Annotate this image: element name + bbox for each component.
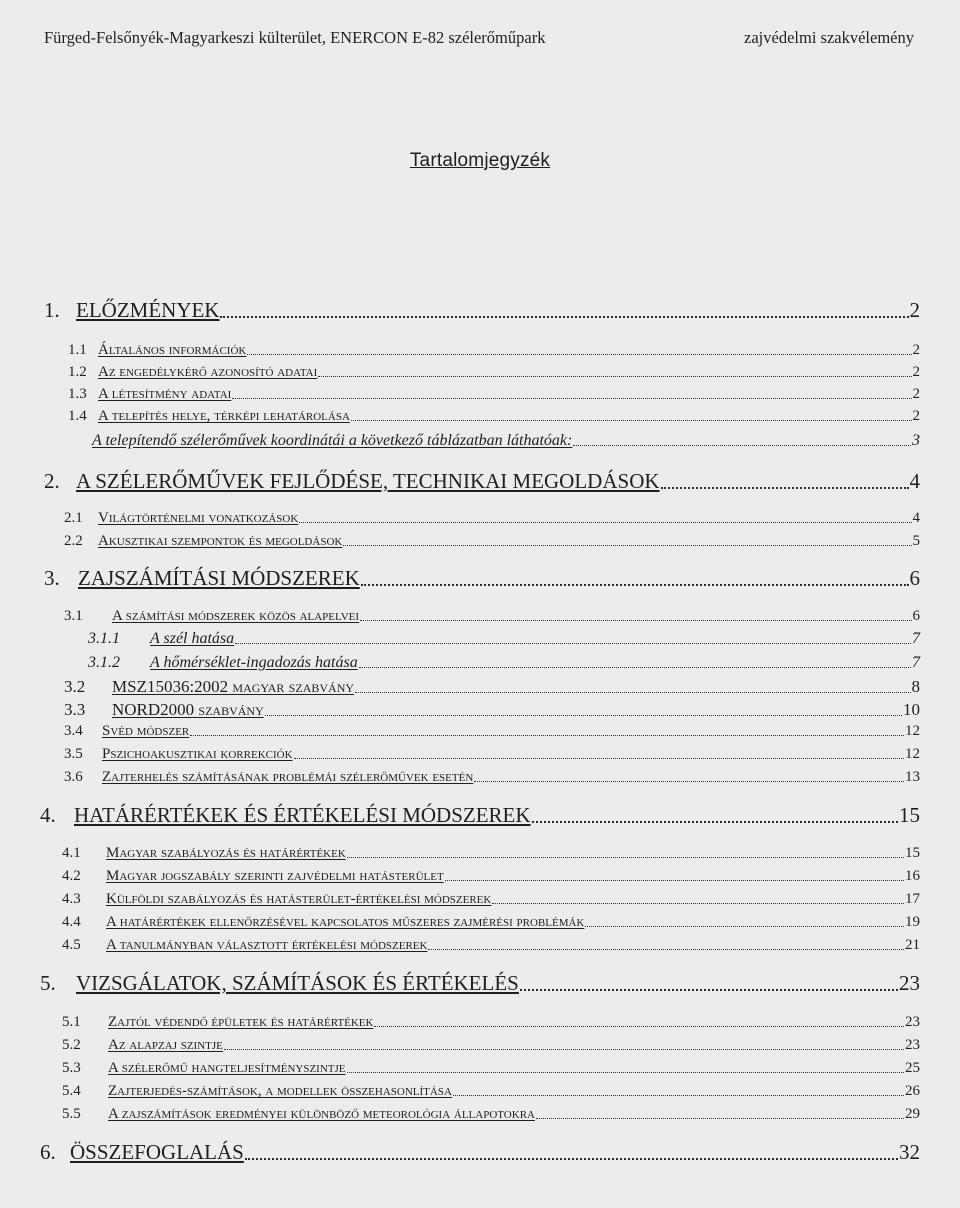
toc-leader	[351, 419, 912, 421]
toc-entry-text: HATÁRÉRTÉKEK ÉS ÉRTÉKELÉSI MÓDSZEREK	[74, 803, 531, 827]
toc-leader	[445, 879, 904, 881]
toc-entry-page: 12	[905, 723, 920, 739]
toc-entry-page: 4	[909, 469, 920, 493]
toc-entry-text: Világtörténelmi vonatkozások	[98, 510, 299, 526]
page-header	[44, 28, 914, 48]
toc-entry-text: Az engedélykérő azonosító adatai	[98, 364, 318, 380]
toc-entry-text: Az alapzaj szintje	[108, 1037, 223, 1053]
toc-entry[interactable]	[88, 654, 920, 672]
toc-entry[interactable]	[40, 1140, 920, 1165]
toc-leader	[235, 642, 911, 644]
toc-entry-page: 32	[899, 1140, 920, 1164]
toc-entry-number: 2.2	[64, 533, 83, 549]
toc-leader	[661, 486, 909, 489]
toc-entry-text: NORD2000 szabvány	[112, 700, 264, 719]
toc-entry-page: 15	[899, 803, 920, 827]
toc-entry[interactable]	[44, 566, 920, 591]
toc-entry-text: Magyar jogszabály szerinti zajvédelmi hatásterület	[106, 868, 444, 884]
toc-entry-page: 15	[905, 845, 920, 861]
toc-entry-number: 5.4	[62, 1083, 81, 1099]
toc-leader	[190, 734, 904, 736]
toc-entry[interactable]	[68, 342, 920, 359]
toc-leader	[520, 988, 898, 991]
toc-entry[interactable]	[62, 1037, 920, 1054]
toc-entry[interactable]	[92, 432, 920, 450]
toc-entry-number: 5.1	[62, 1014, 81, 1030]
toc-entry[interactable]	[62, 937, 920, 954]
toc-entry-number: 3.1.2	[88, 654, 120, 671]
toc-leader	[347, 1071, 905, 1073]
toc-entry-text: A létesítmény adatai	[98, 386, 232, 402]
toc-entry[interactable]	[68, 408, 920, 425]
toc-entry[interactable]	[88, 630, 920, 648]
toc-leader	[294, 757, 904, 759]
toc-entry-text: Zajterhelés számításának problémái szélerőművek esetén	[102, 769, 474, 785]
toc-entry-number: 1.3	[68, 386, 87, 402]
toc-entry-page: 7	[912, 630, 920, 647]
toc-entry-text: A telepítendő szélerőművek koordinátái a következő táblázatban láthatóak:	[92, 432, 573, 449]
toc-entry-text: Pszichoakusztikai korrekciók	[102, 746, 293, 762]
toc-leader	[232, 397, 911, 399]
toc-entry-number: 1.2	[68, 364, 87, 380]
toc-entry-number: 5.2	[62, 1037, 81, 1053]
toc-entry-text: ZAJSZÁMÍTÁSI MÓDSZEREK	[78, 566, 360, 590]
toc-entry[interactable]	[64, 769, 920, 786]
toc-entry-number: 4.2	[62, 868, 81, 884]
toc-entry-page: 2	[912, 364, 920, 380]
toc-entry-page: 26	[905, 1083, 920, 1099]
toc-entry-number: 3.	[44, 566, 60, 590]
toc-entry[interactable]	[64, 608, 920, 625]
toc-entry-page: 8	[911, 677, 920, 696]
toc-entry-number: 4.5	[62, 937, 81, 953]
toc-entry-text: A zajszámítások eredményei különböző meteorológia állapotokra	[108, 1106, 535, 1122]
toc-entry-text: ELŐZMÉNYEK	[76, 298, 220, 322]
toc-entry[interactable]	[64, 510, 920, 527]
toc-entry-number: 3.2	[64, 677, 86, 696]
toc-leader	[224, 1048, 904, 1050]
toc-entry[interactable]	[64, 723, 920, 740]
toc-entry[interactable]	[62, 891, 920, 908]
toc-entry-number: 4.3	[62, 891, 81, 907]
header-left: Fürged-Felsőnyék-Magyarkeszi külterület, ENERCON E-82 szélerőműpark	[44, 28, 546, 47]
toc-entry-page: 6	[909, 566, 920, 590]
toc-entry[interactable]	[62, 1106, 920, 1123]
toc-entry-number: 3.6	[64, 769, 83, 785]
toc-entry-text: A szélerőmű hangteljesítményszintje	[108, 1060, 346, 1076]
toc-entry[interactable]	[62, 868, 920, 885]
toc-leader	[453, 1094, 904, 1096]
toc-entry[interactable]	[64, 533, 920, 550]
toc-entry[interactable]	[64, 677, 920, 697]
toc-entry-text: Svéd módszer	[102, 723, 190, 739]
toc-entry-text: A számítási módszerek közös alapelvei	[112, 608, 360, 624]
toc-entry-text: A telepítés helye, térképi lehatárolása	[98, 408, 350, 424]
toc-entry-text: VIZSGÁLATOK, SZÁMÍTÁSOK ÉS ÉRTÉKELÉS	[76, 971, 519, 995]
toc-entry-page: 25	[905, 1060, 920, 1076]
toc-entry-number: 3.1.1	[88, 630, 120, 647]
toc-entry-number: 6.	[40, 1140, 56, 1164]
toc-entry-text: Zajtól védendő épületek és határértékek	[108, 1014, 374, 1030]
toc-entry-page: 6	[912, 608, 920, 624]
toc-entry-number: 4.1	[62, 845, 81, 861]
toc-entry-page: 23	[905, 1014, 920, 1030]
toc-leader	[361, 583, 909, 586]
toc-entry-text: A határértékek ellenőrzésével kapcsolatos műszeres zajmérési problémák	[106, 914, 585, 930]
toc-entry-text: ÖSSZEFOGLALÁS	[70, 1140, 244, 1164]
toc-entry[interactable]	[68, 386, 920, 403]
toc-entry-number: 5.5	[62, 1106, 81, 1122]
toc-entry-page: 23	[905, 1037, 920, 1053]
toc-entry[interactable]	[44, 469, 920, 494]
toc-entry[interactable]	[62, 914, 920, 931]
toc-entry-number: 2.	[44, 469, 60, 493]
toc-entry-page: 17	[905, 891, 920, 907]
toc-leader	[245, 1157, 898, 1160]
toc-leader	[428, 948, 904, 950]
toc-leader	[347, 856, 904, 858]
toc-entry-page: 5	[912, 533, 920, 549]
toc-entry[interactable]	[44, 298, 920, 323]
toc-leader	[265, 714, 902, 716]
toc-entry-text: A hőmérséklet-ingadozás hatása	[150, 654, 358, 671]
toc-entry-page: 4	[912, 510, 920, 526]
toc-title: Tartalomjegyzék	[409, 150, 551, 171]
toc-entry-number: 3.4	[64, 723, 83, 739]
toc-entry-text: Magyar szabályozás és határértékek	[106, 845, 346, 861]
toc-leader	[299, 521, 911, 523]
toc-entry[interactable]	[62, 845, 920, 862]
toc-leader	[318, 375, 911, 377]
toc-entry-number: 3.5	[64, 746, 83, 762]
toc-entry[interactable]	[64, 700, 920, 720]
toc-entry-text: A SZÉLERŐMŰVEK FEJLŐDÉSE, TECHNIKAI MEGOLDÁSOK	[76, 469, 660, 493]
toc-entry[interactable]	[64, 746, 920, 763]
header-right: zajvédelmi szakvélemény	[744, 28, 914, 47]
toc-leader	[573, 444, 911, 446]
toc-entry-page: 21	[905, 937, 920, 953]
toc-entry-text: Általános információk	[98, 342, 247, 358]
toc-entry-page: 16	[905, 868, 920, 884]
toc-entry-page: 13	[905, 769, 920, 785]
toc-entry-number: 1.4	[68, 408, 87, 424]
toc-entry-text: A tanulmányban választott értékelési módszerek	[106, 937, 428, 953]
toc-entry-number: 1.1	[68, 342, 87, 358]
toc-entry-page: 2	[912, 386, 920, 402]
toc-entry-text: Zajterjedés-számítások, a modellek összehasonlítása	[108, 1083, 452, 1099]
toc-leader	[374, 1025, 904, 1027]
toc-entry-page: 2	[912, 342, 920, 358]
toc-entry-number: 4.4	[62, 914, 81, 930]
toc-entry[interactable]	[40, 971, 920, 996]
toc-entry[interactable]	[40, 803, 920, 828]
toc-entry[interactable]	[62, 1083, 920, 1100]
toc-leader	[536, 1117, 904, 1119]
toc-entry-number: 3.1	[64, 608, 83, 624]
toc-entry-number: 3.3	[64, 700, 86, 719]
toc-leader	[220, 315, 908, 318]
toc-entry-number: 5.3	[62, 1060, 81, 1076]
toc-entry-page: 19	[905, 914, 920, 930]
toc-entry-page: 23	[899, 971, 920, 995]
toc-entry-text: Akusztikai szempontok és megoldások	[98, 533, 343, 549]
toc-entry-number: 1.	[44, 298, 60, 322]
toc-entry-page: 7	[912, 654, 920, 671]
toc-entry-text: Külföldi szabályozás és hatásterület-értékelési módszerek	[106, 891, 492, 907]
toc-leader	[247, 353, 911, 355]
toc-entry-page: 2	[912, 408, 920, 424]
toc-leader	[585, 925, 904, 927]
toc-leader	[492, 902, 904, 904]
toc-leader	[355, 691, 910, 693]
toc-leader	[532, 820, 898, 823]
toc-entry-page: 2	[909, 298, 920, 322]
toc-entry-page: 10	[903, 700, 920, 719]
toc-entry-number: 5.	[40, 971, 56, 995]
toc-entry-number: 2.1	[64, 510, 83, 526]
toc-entry[interactable]	[62, 1014, 920, 1031]
toc-entry-number: 4.	[40, 803, 56, 827]
toc-entry-page: 12	[905, 746, 920, 762]
toc-entry-text: MSZ15036:2002 magyar szabvány	[112, 677, 355, 696]
toc-entry-text: A szél hatása	[150, 630, 235, 647]
toc-leader	[359, 666, 911, 668]
toc-entry[interactable]	[62, 1060, 920, 1077]
toc-entry-page: 29	[905, 1106, 920, 1122]
toc-entry-page: 3	[912, 432, 920, 449]
toc-leader	[360, 619, 911, 621]
toc-leader	[343, 544, 911, 546]
toc-entry[interactable]	[68, 364, 920, 381]
toc-leader	[474, 780, 904, 782]
